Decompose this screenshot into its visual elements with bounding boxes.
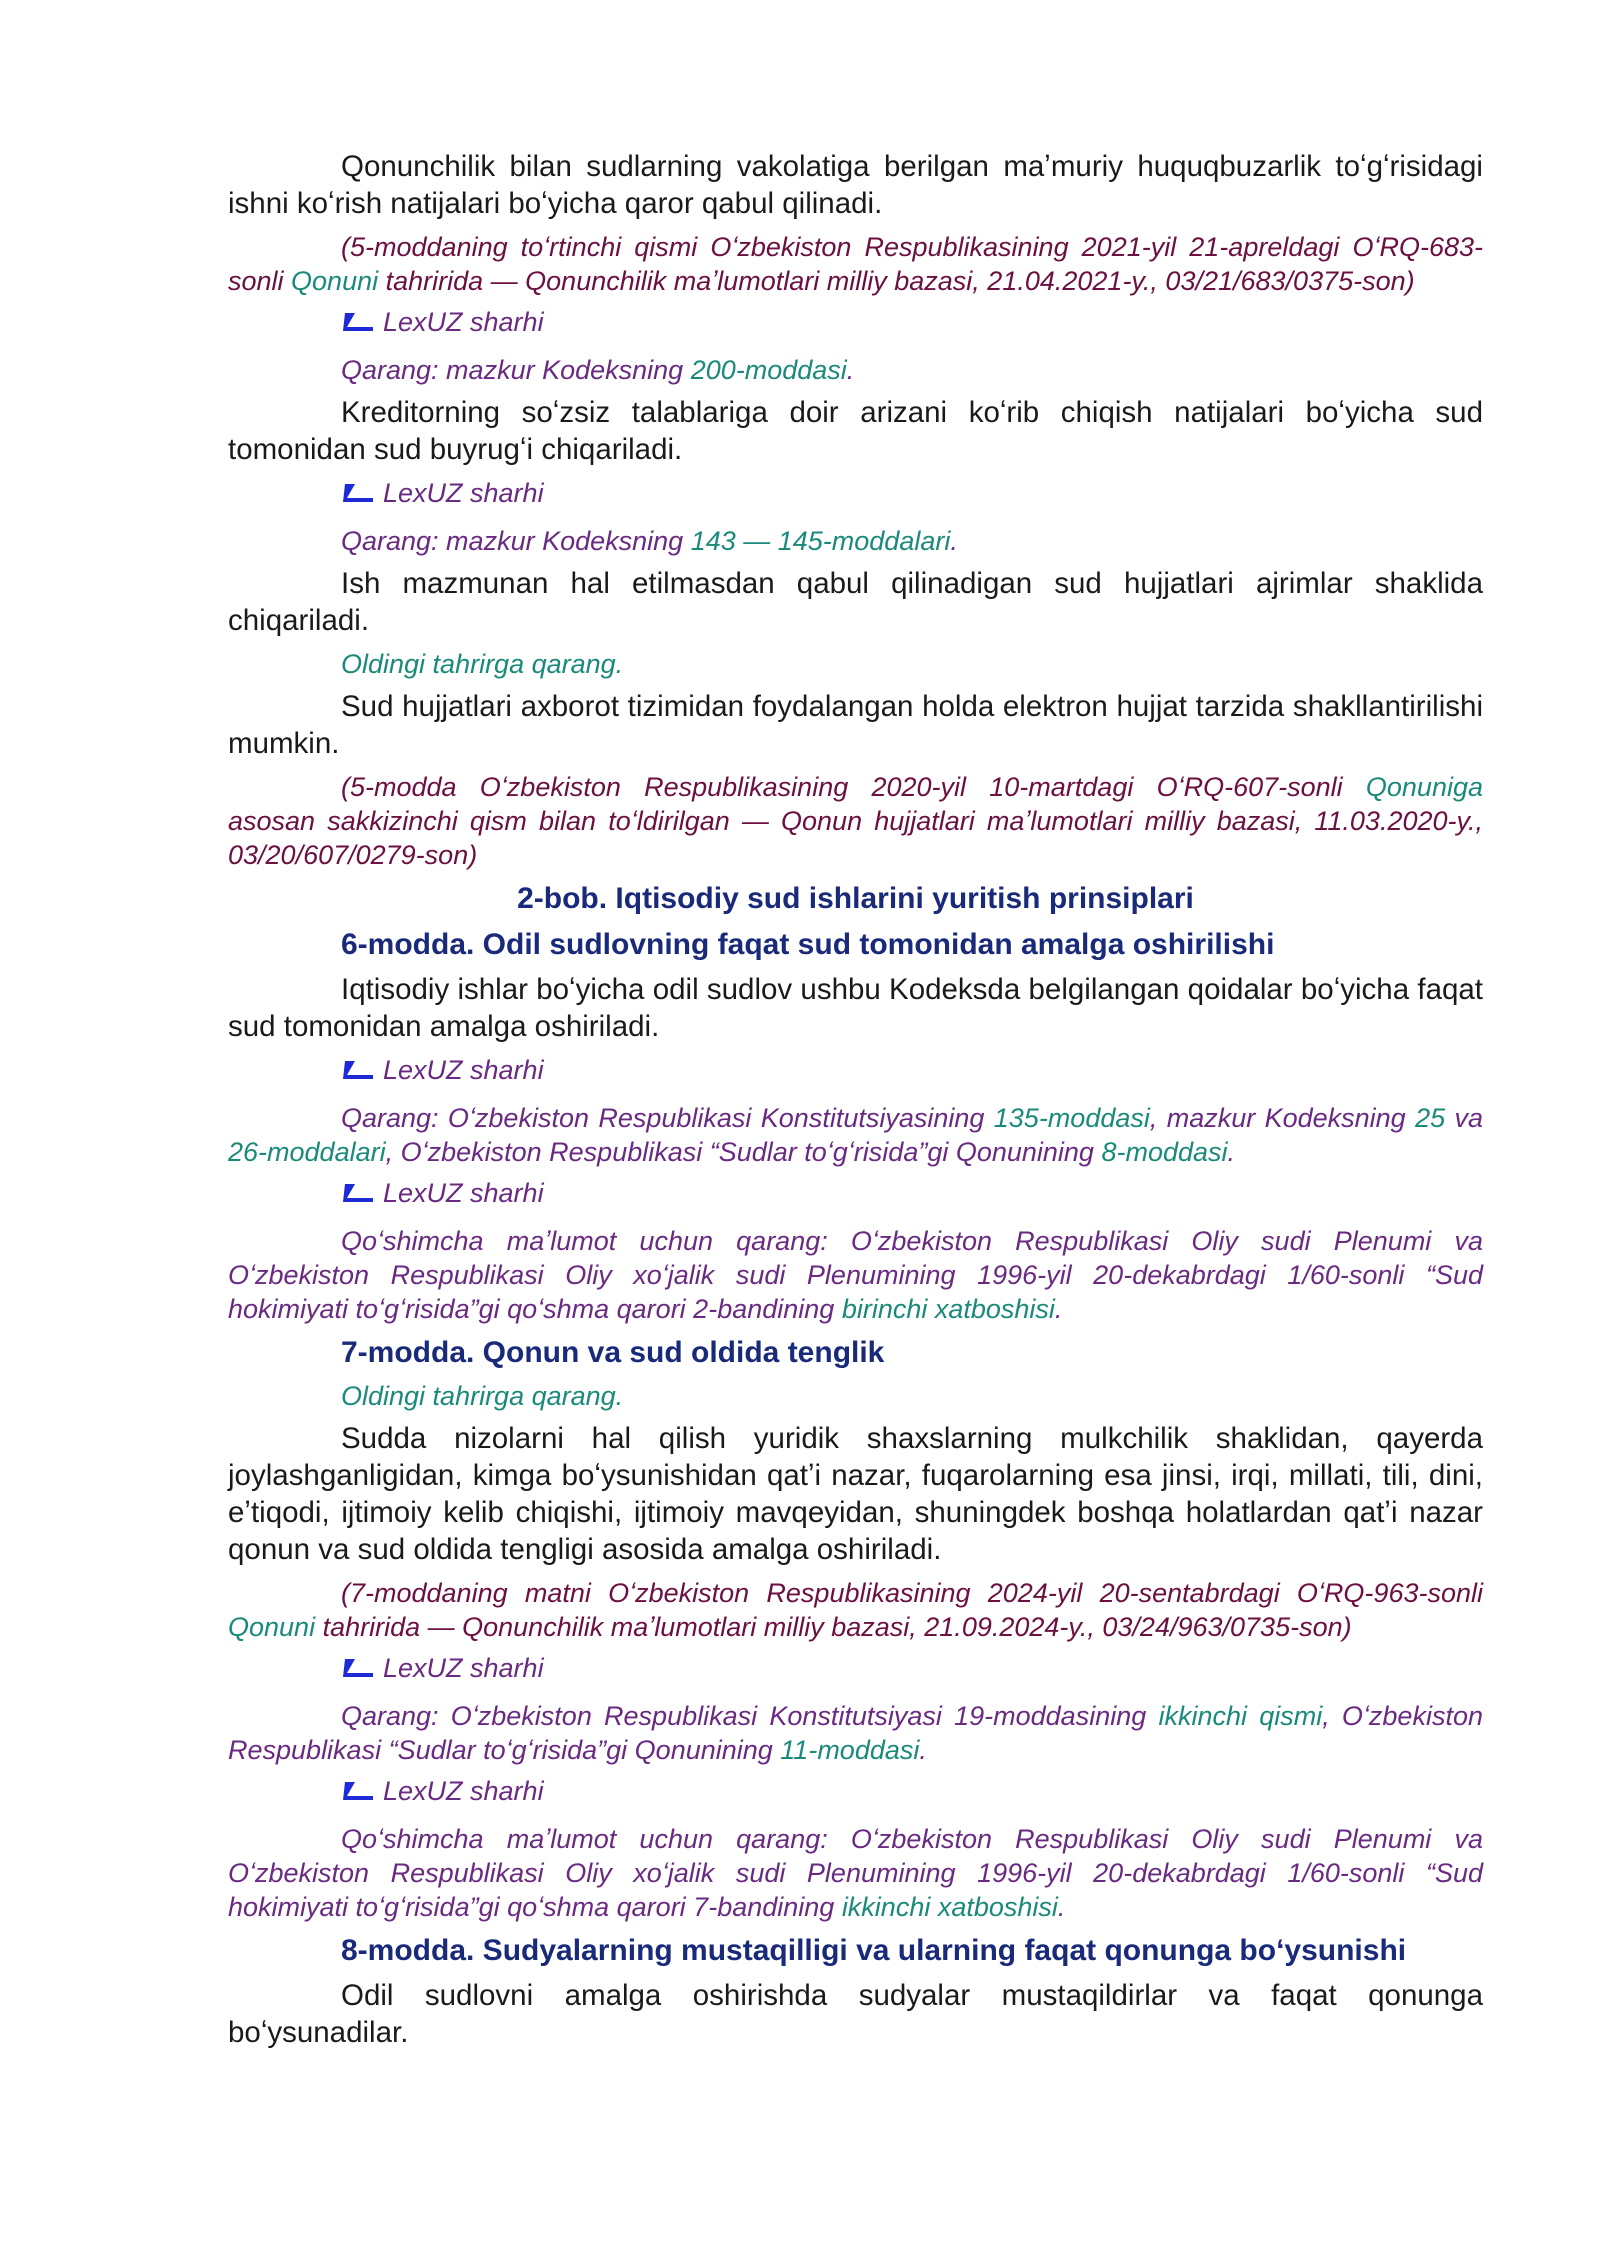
comment-part: Qarang: Oʻzbekiston Respublikasi Konstitutsiyasi 19-moddasining xyxy=(341,1701,1159,1731)
article-heading: 7-modda. Qonun va sud oldida tenglik xyxy=(341,1336,885,1369)
note-text: (7-moddaning matni Oʻzbekiston Respublikasining 2024-yil 20-sentabrdagi OʻRQ-963-sonli xyxy=(341,1578,1483,1608)
previous-edition-link[interactable]: Oldingi tahrirga qarang. xyxy=(341,1381,624,1411)
lexuz-pen-icon xyxy=(341,482,375,504)
note-text: tahririda — Qonunchilik maʼlumotlari milliy bazasi, 21.09.2024-y., 03/24/963/0735-son) xyxy=(315,1612,1352,1642)
lexuz-comment-label: LexUZ sharhi xyxy=(383,1178,544,1208)
lexuz-comment-toggle[interactable] xyxy=(341,305,1483,339)
paragraph-link[interactable]: birinchi xatboshisi xyxy=(841,1294,1055,1324)
lexuz-comment-toggle[interactable] xyxy=(341,1774,1483,1808)
lexuz-comment-toggle[interactable] xyxy=(341,1176,1483,1210)
comment-part: Qarang: mazkur Kodeksning xyxy=(341,355,691,385)
paragraph: Sud hujjatlari axborot tizimidan foydalangan holda elektron hujjat tarzida shakllantirilishi mumkin. xyxy=(228,690,1483,760)
note-text: asosan sakkizinchi qism bilan toʻldirilgan — Qonun hujjatlari maʼlumotlari milliy bazasi, 11.03.2020-y., 03/20/607/0279-son) xyxy=(228,806,1483,870)
paragraph: Qonunchilik bilan sudlarning vakolatiga berilgan maʼmuriy huquqbuzarlik toʻgʻrisidagi ishni koʻrish natijalari boʻyicha qaror qabul qilinadi. xyxy=(228,150,1483,220)
comment-text xyxy=(228,1699,1483,1767)
paragraph-link[interactable]: ikkinchi xatboshisi xyxy=(841,1892,1058,1922)
comment-part: . xyxy=(919,1735,927,1765)
comment-part: . xyxy=(1057,1892,1066,1922)
article-link[interactable]: 25 xyxy=(1415,1103,1446,1133)
law-link[interactable]: Qonuniga xyxy=(1365,772,1483,802)
paragraph: Sudda nizolarni hal qilish yuridik shaxslarning mulkchilik shaklidan, qayerda joylashganligidan, kimga boʻysunishidan qatʼi nazar, fuqarolarning esa jinsi, irqi, millati, tili, dini, eʼtiqodi, ijtimoiy kelib chiqishi, ijtimoiy mavqeyidan, shuningdek boshqa holatlardan qatʼi nazar qonun va sud oldida tengligi asosida amalga oshiriladi. xyxy=(228,1422,1483,1566)
lexuz-pen-icon xyxy=(341,1182,375,1204)
paragraph: Iqtisodiy ishlar boʻyicha odil sudlov ushbu Kodeksda belgilangan qoidalar boʻyicha faqat sud tomonidan amalga oshiriladi. xyxy=(228,973,1483,1043)
article-heading: 6-modda. Odil sudlovning faqat sud tomonidan amalga oshirilishi xyxy=(341,928,1275,961)
comment-part: . xyxy=(1054,1294,1063,1324)
comment-part: Qoʻshimcha maʼlumot uchun qarang: Oʻzbekiston Respublikasi Oliy sudi Plenumi va Oʻzbekiston Respublikasi Oliy xoʻjalik sudi Plenumining 1996-yil 20-dekabrdagi 1/60-sonli “Sud hokimiyati toʻgʻrisida”gi qoʻshma qarori 7-bandining xyxy=(228,1824,1483,1922)
comment-text xyxy=(228,353,1483,387)
lexuz-comment-toggle[interactable] xyxy=(341,476,1483,510)
comment-part: Qarang: Oʻzbekiston Respublikasi Konstitutsiyasining xyxy=(341,1103,994,1133)
law-link[interactable]: Qonuni xyxy=(228,1612,316,1642)
comment-part: . xyxy=(1227,1137,1236,1167)
lexuz-comment-label: LexUZ sharhi xyxy=(383,307,544,337)
comment-part: Qoʻshimcha maʼlumot uchun qarang: Oʻzbekiston Respublikasi Oliy sudi Plenumi va Oʻzbekiston Respublikasi Oliy xoʻjalik sudi Plenumining 1996-yil 20-dekabrdagi 1/60-sonli “Sud hokimiyati toʻgʻrisida”gi qoʻshma qarori 2-bandining xyxy=(228,1226,1483,1324)
amendment-note xyxy=(228,770,1483,872)
article-link[interactable]: 26-moddalari xyxy=(228,1137,386,1167)
lexuz-comment-toggle[interactable] xyxy=(341,1651,1483,1685)
law-link[interactable]: Qonuni xyxy=(291,266,379,296)
paragraph: Odil sudlovni amalga oshirishda sudyalar mustaqildirlar va faqat qonunga boʻysunadilar. xyxy=(228,1979,1483,2049)
article-link[interactable]: 143 — 145-moddalari xyxy=(690,526,951,556)
note-text: tahririda — Qonunchilik maʼlumotlari milliy bazasi, 21.04.2021-y., 03/21/683/0375-son) xyxy=(378,266,1415,296)
lexuz-pen-icon xyxy=(341,1780,375,1802)
lexuz-pen-icon xyxy=(341,1657,375,1679)
comment-text xyxy=(228,524,1483,558)
article-heading: 8-modda. Sudyalarning mustaqilligi va ularning faqat qonunga boʻysunishi xyxy=(341,1934,1407,1967)
amendment-note xyxy=(228,1576,1483,1644)
lexuz-comment-label: LexUZ sharhi xyxy=(383,1653,544,1683)
lexuz-comment-label: LexUZ sharhi xyxy=(383,478,544,508)
article-link[interactable]: 135-moddasi xyxy=(993,1103,1150,1133)
previous-edition-link[interactable]: Oldingi tahrirga qarang. xyxy=(341,649,624,679)
note-text: (5-modda Oʻzbekiston Respublikasining 2020-yil 10-martdagi OʻRQ-607-sonli xyxy=(341,772,1366,802)
comment-part: Qarang: mazkur Kodeksning xyxy=(341,526,691,556)
lexuz-comment-toggle[interactable] xyxy=(341,1053,1483,1087)
lexuz-comment-label: LexUZ sharhi xyxy=(383,1776,544,1806)
article-link[interactable]: ikkinchi qismi xyxy=(1158,1701,1323,1731)
article-link[interactable]: 11-moddasi xyxy=(780,1735,920,1765)
amendment-note xyxy=(228,230,1483,298)
comment-part: va xyxy=(1445,1103,1483,1133)
comment-part: . xyxy=(846,355,855,385)
paragraph: Kreditorning soʻzsiz talablariga doir arizani koʻrib chiqish natijalari boʻyicha sud tomonidan sud buyrugʻi chiqariladi. xyxy=(228,396,1483,466)
comment-text xyxy=(228,1224,1483,1326)
paragraph: Ish mazmunan hal etilmasdan qabul qilinadigan sud hujjatlari ajrimlar shaklida chiqariladi. xyxy=(228,567,1483,637)
note-text: (5-moddaning toʻrtinchi qismi Oʻzbekiston Respublikasining 2021-yil 21-apreldagi OʻRQ-683-sonli xyxy=(228,232,1483,296)
comment-part: , Oʻzbekiston Respublikasi “Sudlar toʻgʻrisida”gi Qonunining xyxy=(385,1137,1102,1167)
comment-text xyxy=(228,1101,1483,1169)
comment-part: , mazkur Kodeksning xyxy=(1149,1103,1416,1133)
document-body xyxy=(228,148,1483,2059)
article-link[interactable]: 8-moddasi xyxy=(1101,1137,1228,1167)
comment-text xyxy=(228,1822,1483,1924)
article-link[interactable]: 200-moddasi xyxy=(690,355,847,385)
lexuz-comment-label: LexUZ sharhi xyxy=(383,1055,544,1085)
comment-part: , Oʻzbekiston Respublikasi “Sudlar toʻgʻrisida”gi Qonunining xyxy=(228,1701,1483,1765)
lexuz-pen-icon xyxy=(341,1059,375,1081)
lexuz-pen-icon xyxy=(341,311,375,333)
chapter-heading: 2-bob. Iqtisodiy sud ishlarini yuritish prinsiplari xyxy=(517,882,1194,915)
comment-part: . xyxy=(950,526,958,556)
